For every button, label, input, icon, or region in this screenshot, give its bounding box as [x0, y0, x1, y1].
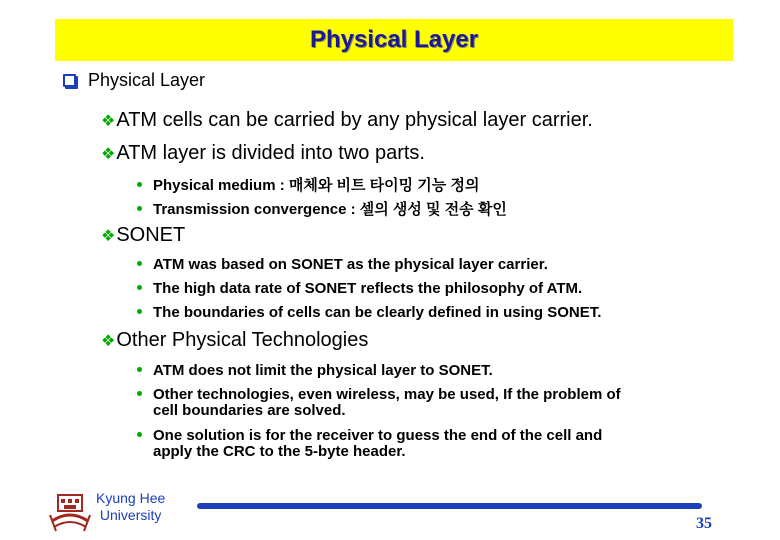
bullet-other-technologies: [101, 329, 368, 352]
title-bar: [55, 19, 733, 61]
dot-bullet-icon: [137, 285, 142, 290]
bullet-text: SONET: [116, 224, 186, 246]
dot-bullet-icon: [137, 182, 142, 187]
sub-bullet-text: The boundaries of cells can be clearly defined in using SONET.: [153, 304, 602, 321]
sub-bullet-text: ATM does not limit the physical layer to SONET.: [153, 362, 493, 379]
bullet-text: ATM layer is divided into two parts.: [116, 142, 425, 164]
sub-bullet: [137, 174, 479, 195]
bullet-text: ATM cells can be carried by any physical layer carrier.: [116, 109, 593, 131]
dot-bullet-icon: [137, 391, 142, 396]
bullet-sonet: [101, 224, 185, 247]
sub-bullet: [137, 427, 602, 444]
sub-bullet-text: Transmission convergence : 셀의 생성 및 전송 확인: [153, 201, 507, 218]
dot-bullet-icon: [137, 432, 142, 437]
sub-bullet-continuation: cell boundaries are solved.: [153, 402, 346, 419]
sub-bullet-continuation: apply the CRC to the 5-byte header.: [153, 443, 406, 460]
bullet-atm-layer: [101, 142, 425, 165]
sub-bullet: [137, 256, 548, 273]
dot-bullet-icon: [137, 309, 142, 314]
sub-bullet: [137, 304, 601, 321]
sub-bullet: [137, 280, 582, 297]
diamond-bullet-icon: ❖: [101, 228, 116, 245]
sub-bullet-text: One solution is for the receiver to guess the end of the cell and: [153, 427, 603, 444]
university-name-line2: University: [99, 507, 162, 523]
sub-bullet-text: Other technologies, even wireless, may be used, If the problem of: [153, 386, 621, 403]
university-name-line1: Kyung Hee: [96, 490, 166, 506]
sub-bullet-text: The high data rate of SONET reflects the philosophy of ATM.: [153, 280, 583, 297]
diamond-bullet-icon: ❖: [101, 113, 116, 130]
heading-row: [63, 70, 205, 91]
dot-bullet-icon: [137, 367, 142, 372]
bullet-atm-cells: [101, 109, 593, 132]
sub-bullet-text: ATM was based on SONET as the physical layer carrier.: [153, 256, 548, 273]
sub-bullet: [137, 362, 493, 379]
diamond-bullet-icon: ❖: [101, 146, 116, 163]
sub-bullet: [137, 386, 621, 403]
university-name: [96, 490, 165, 524]
dot-bullet-icon: [137, 206, 142, 211]
diamond-bullet-icon: ❖: [101, 333, 116, 350]
sub-bullet-text: Physical medium : 매체와 비트 타이밍 기능 정의: [153, 177, 480, 194]
slide-title: Physical Layer: [309, 26, 479, 53]
page-number: 35: [696, 515, 712, 532]
dot-bullet-icon: [137, 261, 142, 266]
university-logo-icon: [48, 491, 92, 533]
bullet-text: Other Physical Technologies: [116, 329, 369, 351]
sub-bullet: [137, 198, 507, 219]
footer-divider: [197, 503, 702, 509]
checkbox-bullet-icon: [63, 74, 76, 87]
section-heading: Physical Layer: [88, 70, 206, 90]
